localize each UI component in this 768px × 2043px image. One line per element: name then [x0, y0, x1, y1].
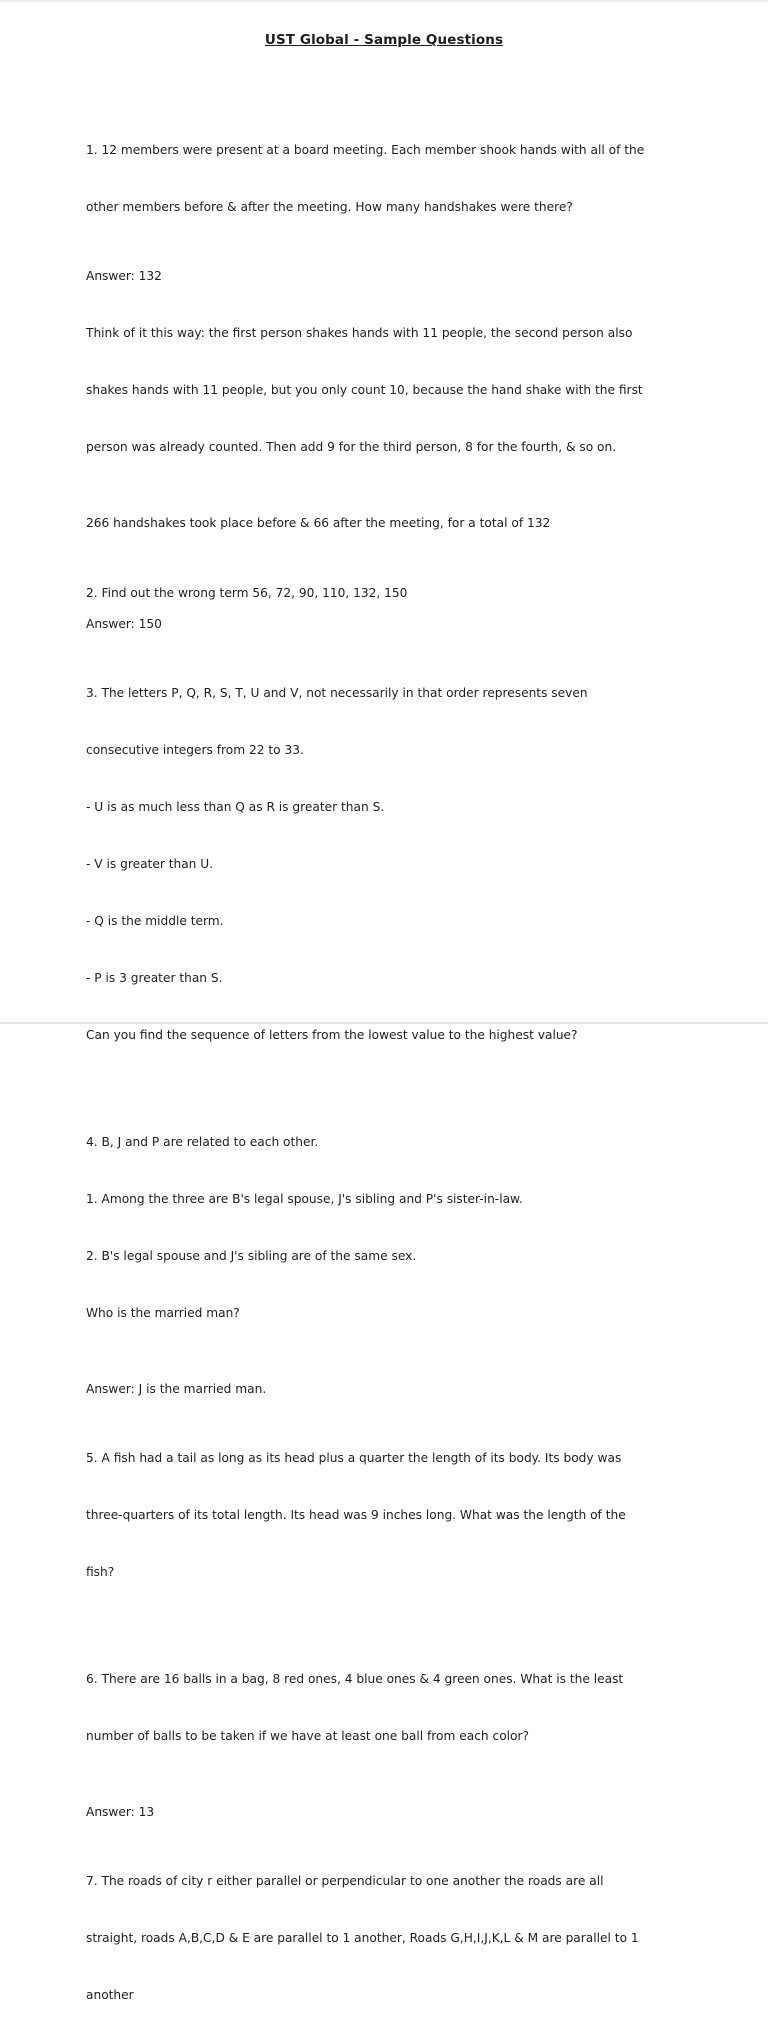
- question-6: [86, 1632, 691, 1784]
- question-6-answer: Answer: 13: [86, 1805, 155, 1819]
- question-7-line: another: [86, 1988, 134, 2002]
- question-4-line: 4. B, J and P are related to each other.: [86, 1135, 319, 1149]
- question-1-line: 1. 12 members were present at a board meeting. Each member shook hands with all of the: [86, 143, 645, 157]
- question-4-line: 2. B's legal spouse and J's sibling are of the same sex.: [86, 1249, 417, 1263]
- question-4-line: 1. Among the three are B's legal spouse, J's sibling and P's sister-in-law.: [86, 1192, 523, 1206]
- question-3-line: - Q is the middle term.: [86, 914, 224, 928]
- question-1-answer: Answer: 132: [86, 269, 162, 283]
- question-3-line: Can you find the sequence of letters from the lowest value to the highest value?: [86, 1028, 578, 1042]
- question-1: [86, 103, 691, 255]
- question-5-line: fish?: [86, 1565, 115, 1579]
- question-5-line: three-quarters of its total length. Its head was 9 inches long. What was the length of the: [86, 1508, 626, 1522]
- question-4-line: Who is the married man?: [86, 1306, 240, 1320]
- page-title: UST Global - Sample Questions: [264, 32, 504, 48]
- document-body: [86, 103, 691, 2043]
- question-1-line: other members before & after the meeting. How many handshakes were there?: [86, 200, 573, 214]
- explanation-line: shakes hands with 11 people, but you only count 10, because the hand shake with the first: [86, 383, 643, 397]
- question-1-summary: 266 handshakes took place before & 66 after the meeting, for a total of 132: [86, 516, 551, 530]
- question-3: [86, 646, 691, 1083]
- question-7-line: straight, roads A,B,C,D & E are parallel to 1 another, Roads G,H,I,J,K,L & M are parallel to 1: [86, 1931, 639, 1945]
- question-2: 2. Find out the wrong term 56, 72, 90, 110, 132, 150: [86, 586, 408, 600]
- question-6-line: number of balls to be taken if we have at least one ball from each color?: [86, 1729, 529, 1743]
- question-3-line: - V is greater than U.: [86, 857, 214, 871]
- question-3-line: - U is as much less than Q as R is greater than S.: [86, 800, 385, 814]
- explanation-line: person was already counted. Then add 9 for the third person, 8 for the fourth, & so on.: [86, 440, 617, 454]
- explanation-line: Think of it this way: the first person shakes hands with 11 people, the second person also: [86, 326, 633, 340]
- question-6-line: 6. There are 16 balls in a bag, 8 red ones, 4 blue ones & 4 green ones. What is the least: [86, 1672, 624, 1686]
- question-4-answer: Answer: J is the married man.: [86, 1382, 267, 1396]
- question-3-line: 3. The letters P, Q, R, S, T, U and V, not necessarily in that order represents seven: [86, 686, 588, 700]
- question-1-explanation: [86, 286, 691, 495]
- question-3-line: consecutive integers from 22 to 33.: [86, 743, 304, 757]
- question-7: [86, 1834, 691, 2043]
- question-3-line: - P is 3 greater than S.: [86, 971, 223, 985]
- question-4: [86, 1095, 691, 1361]
- question-2-answer: Answer: 150: [86, 617, 162, 631]
- question-5-line: 5. A fish had a tail as long as its head plus a quarter the length of its body. Its body was: [86, 1451, 622, 1465]
- question-5: [86, 1411, 691, 1620]
- question-7-line: 7. The roads of city r either parallel or perpendicular to one another the roads are all: [86, 1874, 604, 1888]
